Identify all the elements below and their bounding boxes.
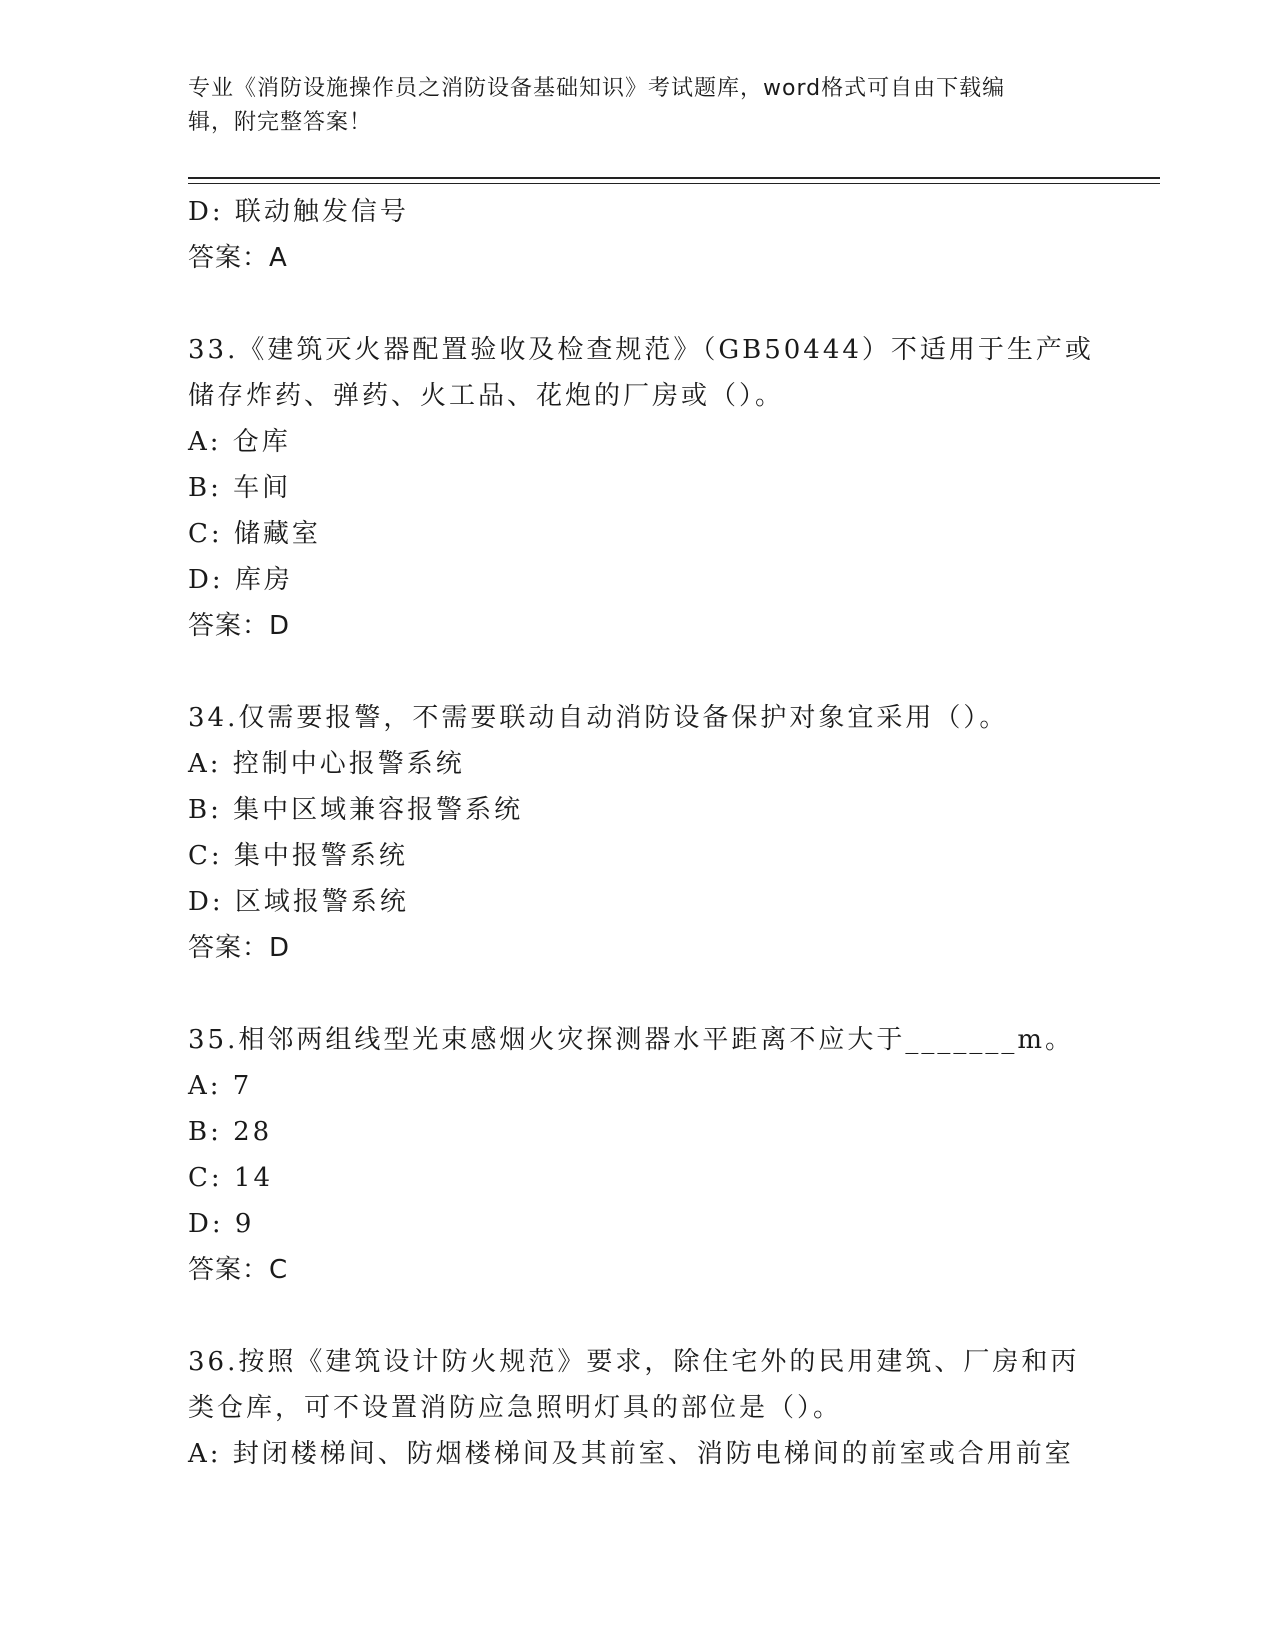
question-stem-line: 类仓库，可不设置消防应急照明灯具的部位是（）。 <box>188 1393 843 1423</box>
option-d: D: 库房 <box>188 565 293 595</box>
option-a: A: 仓库 <box>188 427 291 457</box>
spacer <box>188 1293 1088 1339</box>
header-rule-thin <box>188 183 1160 184</box>
option-b: B: 车间 <box>188 473 292 503</box>
option-c: C: 14 <box>188 1163 274 1193</box>
question-stem-line: 36.按照《建筑设计防火规范》要求，除住宅外的民用建筑、厂房和丙 <box>188 1347 1080 1377</box>
header-line-1: 专业《消防设施操作员之消防设备基础知识》考试题库，word格式可自由下载编 <box>188 76 1006 101</box>
question-stem-line: 33.《建筑灭火器配置验收及检查规范》（GB50444）不适用于生产或 <box>188 335 1094 365</box>
option-a: A: 7 <box>188 1071 253 1101</box>
question-36 <box>188 1339 1088 1477</box>
option-d: D: 区域报警系统 <box>188 887 409 917</box>
prev-question-option-d: D: 联动触发信号 <box>188 197 409 227</box>
spacer <box>188 971 1088 1017</box>
option-a: A: 控制中心报警系统 <box>188 749 465 779</box>
answer: 答案：D <box>188 611 291 641</box>
option-b: B: 28 <box>188 1117 273 1147</box>
option-c: C: 储藏室 <box>188 519 321 549</box>
spacer <box>188 649 1088 695</box>
header-line-2: 辑，附完整答案！ <box>188 110 373 135</box>
answer: 答案：C <box>188 1255 289 1285</box>
page-header <box>188 72 1088 140</box>
option-a: A: 封闭楼梯间、防烟楼梯间及其前室、消防电梯间的前室或合用前室 <box>188 1439 1074 1469</box>
answer: 答案：D <box>188 933 291 963</box>
question-stem-line: 35.相邻两组线型光束感烟火灾探测器水平距离不应大于_______m。 <box>188 1025 1075 1055</box>
option-c: C: 集中报警系统 <box>188 841 408 871</box>
question-34 <box>188 695 1088 971</box>
spacer <box>188 281 1088 327</box>
prev-question-answer: 答案：A <box>188 243 288 273</box>
question-33 <box>188 327 1094 649</box>
option-d: D: 9 <box>188 1209 255 1239</box>
question-content <box>188 189 1094 1477</box>
question-stem-line: 34.仅需要报警，不需要联动自动消防设备保护对象宜采用（）。 <box>188 703 1009 733</box>
header-rule-thick <box>188 177 1160 179</box>
question-stem-line: 储存炸药、弹药、火工品、花炮的厂房或（）。 <box>188 381 785 411</box>
question-35 <box>188 1017 1088 1293</box>
option-b: B: 集中区域兼容报警系统 <box>188 795 524 825</box>
